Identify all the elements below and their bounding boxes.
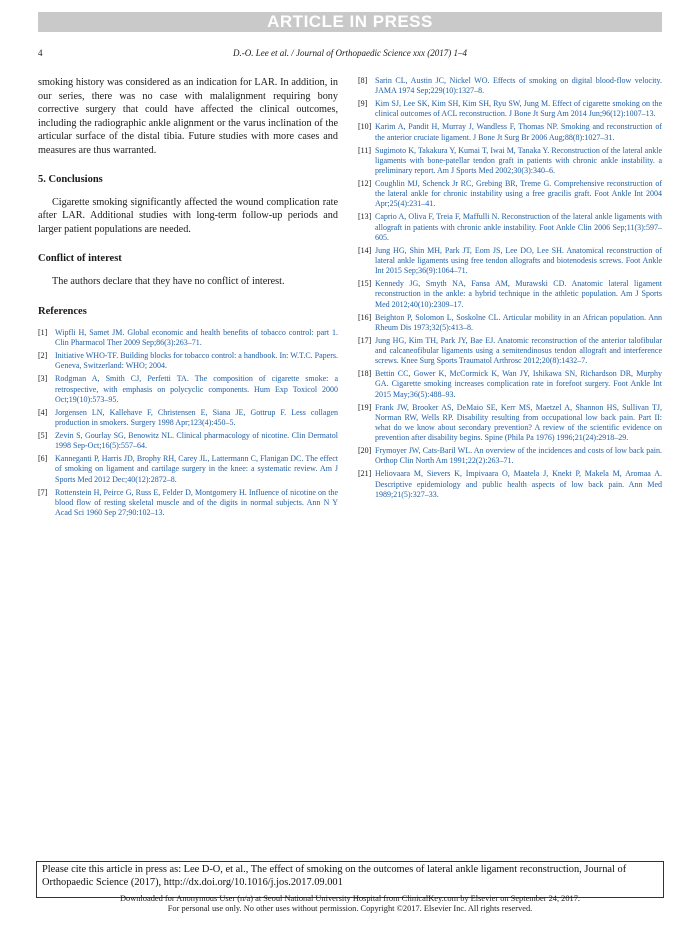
reference-link[interactable]: Jorgensen LN, Kallehave F, Christensen E, Siana JE, Gottrup F. Less collagen production in smokers. Surgery 1998 Apr;123(4):450–5.: [55, 407, 338, 427]
reference-list-left: [38, 328, 338, 518]
reference-item: [2] Initiative WHO-TF. Building blocks for tobacco control: a handbook. In: W.T.C. Papers. Geneva, Switzerland: WHO; 2004.: [38, 351, 338, 371]
reference-item: [1] Wipfli H, Samet JM. Global economic and health benefits of tobacco control: part 1. Clin Pharmacol Ther 2009 Sep;86(3):263–71.: [38, 327, 338, 348]
citation-box: Please cite this article in press as: Lee D-O, et al., The effect of smoking on the outcomes of lateral ankle ligament reconstruction, Journal of Orthopaedic Science (2017), http://dx.doi.org/10.1016/j.jos.2017.09.001: [36, 861, 664, 898]
reference-link[interactable]: Frymoyer JW, Cats-Baril WL. An overview of the incidences and costs of low back pain. Orthop Clin North Am 1991;22(2):263–71.: [375, 446, 662, 466]
reference-link[interactable]: Jung HG, Shin MH, Park JT, Eom JS, Lee DO, Lee SH. Anatomical reconstruction of lateral ankle ligaments using free tendon allografts and biotenodesis screws. Foot Ankle Int 2015 Sep;36(9):1064–71.: [375, 245, 662, 276]
reference-item: [11] Sugimoto K, Takakura Y, Kumai T, Iwai M, Tanaka Y. Reconstruction of the lateral ankle ligaments with bone-patellar tendon graft in patients with chronic ankle instability. a preliminary report. Am J Sports Med 2002;30(3):340–6.: [358, 145, 662, 176]
reference-item: [13] Caprio A, Oliva F, Treia F, Maffulli N. Reconstruction of the lateral ankle ligaments with allograft in patients with chronic ankle instability. Foot Ankle Clin 2006 Sep;11(3):597–605.: [358, 212, 662, 242]
reference-item: [4] Jorgensen LN, Kallehave F, Christensen E, Siana JE, Gottrup F. Less collagen production in smokers. Surgery 1998 Apr;123(4):450–5.: [38, 407, 338, 427]
download-notice: [0, 894, 700, 915]
reference-item: [9] Kim SJ, Lee SK, Kim SH, Kim SH, Ryu SW, Jung M. Effect of cigarette smoking on the clinical outcomes of ACL reconstruction. J Bone Jt Surg Am 2014 Jun;96(12):1007–13.: [358, 99, 662, 119]
running-head: [38, 46, 662, 60]
reference-link[interactable]: Caprio A, Oliva F, Treia F, Maffulli N. Reconstruction of the lateral ankle ligaments with allograft in patients with chronic ankle instability. Foot Ankle Clin 2006 Sep;11(3):597–605.: [375, 212, 662, 242]
reference-link[interactable]: Coughlin MJ, Schenck Jr RC, Grebing BR, Treme G. Comprehensive reconstruction of the lateral ankle for chronic instability using a free gracilis graft. Foot Ankle Int 2004 Apr;25(4):231–41.: [375, 179, 662, 209]
reference-link[interactable]: Frank JW, Brooker AS, DeMaio SE, Kerr MS, Maetzel A, Shannon HS, Sullivan TJ, Norman RW, Wells RP. Disability resulting from occupational low back pain. Part II: what do we know about secondary prevention? A review of the scientific evidence on prevention after disability begins. Spine (Phila Pa 1976) 1996;21(24):2918–29.: [375, 402, 662, 443]
conclusions-heading: 5. Conclusions: [38, 173, 103, 185]
reference-link[interactable]: Sugimoto K, Takakura Y, Kumai T, Iwai M, Tanaka Y. Reconstruction of the lateral ankle ligaments with bone-patellar tendon graft in patients with chronic ankle instability. a preliminary report. Am J Sports Med 2002;30(3):340–6.: [375, 145, 662, 176]
reference-item: [16] Beighton P, Solomon L, Soskolne CL. Articular mobility in an African population. Ann Rheum Dis 1973;32(5):413–8.: [358, 312, 662, 332]
reference-link[interactable]: Sarin CL, Austin JC, Nickel WO. Effects of smoking on digital blood-flow velocity. JAMA 1974 Sep;229(10):1327–8.: [375, 76, 662, 96]
reference-item: [17] Jung HG, Kim TH, Park JY, Bae EJ. Anatomic reconstruction of the anterior talofibular and calcaneofibular ligaments using a semitendinosus tendon allograft and interference screws. Knee Surg Sports Traumatol Arthrosc 2012;20(8):1432–7.: [358, 335, 662, 366]
reference-item: [12] Coughlin MJ, Schenck Jr RC, Grebing BR, Treme G. Comprehensive reconstruction of the lateral ankle for chronic instability using a free gracilis graft. Foot Ankle Int 2004 Apr;25(4):231–41.: [358, 179, 662, 209]
discussion-paragraph: smoking history was considered as an indication for LAR. In addition, in our series, there was no case with malalignment requiring bony corrective surgery that could have affected the clinical outcomes, including the radiographic ankle alignment or the varus inclination of the articular surface of the distal tibia. Future studies with more cases and measures are thus warranted.: [38, 77, 338, 156]
copyright-line: For personal use only. No other uses without permission. Copyright ©2017. Elsevier Inc. All rights reserved.: [167, 904, 533, 914]
reference-item: [7] Rottenstein H, Peirce G, Russ E, Felder D, Montgomery H. Influence of nicotine on the blood flow of resting skeletal muscle and of the digits in normal subjects. Ann N Y Acad Sci 1960 Sep 27;90:102–13.: [38, 487, 338, 517]
reference-item: [10] Karim A, Pandit H, Murray J, Wandless F, Thomas NP. Smoking and reconstruction of the anterior cruciate ligament. J Bone Jt Surg Br 2006 Aug;88(8):1027–31.: [358, 122, 662, 142]
reference-item: [14] Jung HG, Shin MH, Park JT, Eom JS, Lee DO, Lee SH. Anatomical reconstruction of lateral ankle ligaments using free tendon allografts and biotenodesis screws. Foot Ankle Int 2015 Sep;36(9):1064–71.: [358, 245, 662, 276]
page-number: 4: [38, 48, 43, 58]
reference-link[interactable]: Rottenstein H, Peirce G, Russ E, Felder D, Montgomery H. Influence of nicotine on the blood flow of resting skeletal muscle and of the digits in normal subjects. Ann N Y Acad Sci 1960 Sep 27;90:102–13.: [55, 487, 338, 517]
reference-link[interactable]: Heliovaara M, Sievers K, Impivaara O, Maatela J, Knekt P, Makela M, Aromaa A. Descriptive epidemiology and public health aspects of low back pain. Ann Med 1989;21(5):327–33.: [375, 469, 662, 499]
reference-link[interactable]: Kanneganti P, Harris JD, Brophy RH, Carey JL, Lattermann C, Flanigan DC. The effect of smoking on ligament and cartilage surgery in the knee: a systematic review. Am J Sports Med 2012 Dec;40(12):2872–8.: [55, 454, 338, 484]
reference-item: [3] Rodgman A, Smith CJ, Perfetti TA. The composition of cigarette smoke: a retrospective, with emphasis on polycyclic components. Hum Exp Toxicol 2000 Oct;19(10):573–95.: [38, 374, 338, 404]
reference-link[interactable]: Rodgman A, Smith CJ, Perfetti TA. The composition of cigarette smoke: a retrospective, with emphasis on polycyclic components. Hum Exp Toxicol 2000 Oct;19(10):573–95.: [55, 374, 338, 404]
left-column: [38, 76, 338, 521]
references-heading: References: [38, 305, 87, 317]
reference-link[interactable]: Kennedy JG, Smyth NA, Fansa AM, Murawski CD. Anatomic lateral ligament reconstruction in the ankle: a hybrid technique in the athletic population. Am J Sports Med 2012;40(10):2309–17.: [375, 279, 662, 309]
right-column: [358, 76, 662, 503]
reference-link[interactable]: Beighton P, Solomon L, Soskolne CL. Articular mobility in an African population. Ann Rheum Dis 1973;32(5):413–8.: [375, 312, 662, 332]
reference-link[interactable]: Wipfli H, Samet JM. Global economic and health benefits of tobacco control: part 1. Clin Pharmacol Ther 2009 Sep;86(3):263–71.: [55, 327, 338, 348]
download-line: Downloaded for Anonymous User (n/a) at Seoul National University Hospital from ClinicalKey.com by Elsevier on September 24, 2017.: [120, 894, 580, 903]
reference-item: [6] Kanneganti P, Harris JD, Brophy RH, Carey JL, Lattermann C, Flanigan DC. The effect of smoking on ligament and cartilage surgery in the knee: a systematic review. Am J Sports Med 2012 Dec;40(12):2872–8.: [38, 454, 338, 484]
conflict-paragraph: The authors declare that they have no conflict of interest.: [52, 276, 285, 288]
conclusions-paragraph: Cigarette smoking significantly affected the wound complication rate after LAR. Additional studies with long-term follow-up periods and larger patient populations are needed.: [38, 196, 338, 235]
reference-link[interactable]: Initiative WHO-TF. Building blocks for tobacco control: a handbook. In: W.T.C. Papers. Geneva, Switzerland: WHO; 2004.: [55, 351, 338, 371]
reference-item: [20] Frymoyer JW, Cats-Baril WL. An overview of the incidences and costs of low back pain. Orthop Clin North Am 1991;22(2):263–71.: [358, 446, 662, 466]
journal-citation-header: D.-O. Lee et al. / Journal of Orthopaedic Science xxx (2017) 1–4: [233, 48, 467, 58]
reference-link[interactable]: Kim SJ, Lee SK, Kim SH, Kim SH, Ryu SW, Jung M. Effect of cigarette smoking on the clinical outcomes of ACL reconstruction. J Bone Jt Surg Am 2014 Jun;96(12):1007–13.: [375, 99, 662, 119]
reference-link[interactable]: Karim A, Pandit H, Murray J, Wandless F, Thomas NP. Smoking and reconstruction of the anterior cruciate ligament. J Bone Jt Surg Br 2006 Aug;88(8):1027–31.: [375, 122, 662, 142]
reference-item: [8] Sarin CL, Austin JC, Nickel WO. Effects of smoking on digital blood-flow velocity. JAMA 1974 Sep;229(10):1327–8.: [358, 76, 662, 96]
article-in-press-banner: ARTICLE IN PRESS: [38, 12, 662, 32]
conflict-heading: Conflict of interest: [38, 253, 122, 265]
reference-item: [15] Kennedy JG, Smyth NA, Fansa AM, Murawski CD. Anatomic lateral ligament reconstruction in the ankle: a hybrid technique in the athletic population. Am J Sports Med 2012;40(10):2309–17.: [358, 279, 662, 309]
reference-list-right: [358, 76, 662, 500]
reference-item: [18] Bettin CC, Gower K, McCormick K, Wan JY, Ishikawa SN, Richardson DR, Murphy GA. Cigarette smoking increases complication rate in forefoot surgery. Foot Ankle Int 2015 May;36(5):488–93.: [358, 369, 662, 399]
reference-item: [21] Heliovaara M, Sievers K, Impivaara O, Maatela J, Knekt P, Makela M, Aromaa A. Descriptive epidemiology and public health aspects of low back pain. Ann Med 1989;21(5):327–33.: [358, 469, 662, 499]
reference-link[interactable]: Zevin S, Gourlay SG, Benowitz NL. Clinical pharmacology of nicotine. Clin Dermatol 1998 Sep-Oct;16(5):557–64.: [55, 430, 338, 451]
reference-link[interactable]: Bettin CC, Gower K, McCormick K, Wan JY, Ishikawa SN, Richardson DR, Murphy GA. Cigarette smoking increases complication rate in forefoot surgery. Foot Ankle Int 2015 May;36(5):488–93.: [375, 369, 662, 399]
reference-item: [19] Frank JW, Brooker AS, DeMaio SE, Kerr MS, Maetzel A, Shannon HS, Sullivan TJ, Norman RW, Wells RP. Disability resulting from occupational low back pain. Part II: what do we know about secondary prevention? A review of the scientific evidence on prevention after disability begins. Spine (Phila Pa 1976) 1996;21(24):2918–29.: [358, 402, 662, 443]
reference-item: [5] Zevin S, Gourlay SG, Benowitz NL. Clinical pharmacology of nicotine. Clin Dermatol 1998 Sep-Oct;16(5):557–64.: [38, 430, 338, 451]
reference-link[interactable]: Jung HG, Kim TH, Park JY, Bae EJ. Anatomic reconstruction of the anterior talofibular and calcaneofibular ligaments using a semitendinosus tendon allograft and interference screws. Knee Surg Sports Traumatol Arthrosc 2012;20(8):1432–7.: [375, 335, 662, 366]
